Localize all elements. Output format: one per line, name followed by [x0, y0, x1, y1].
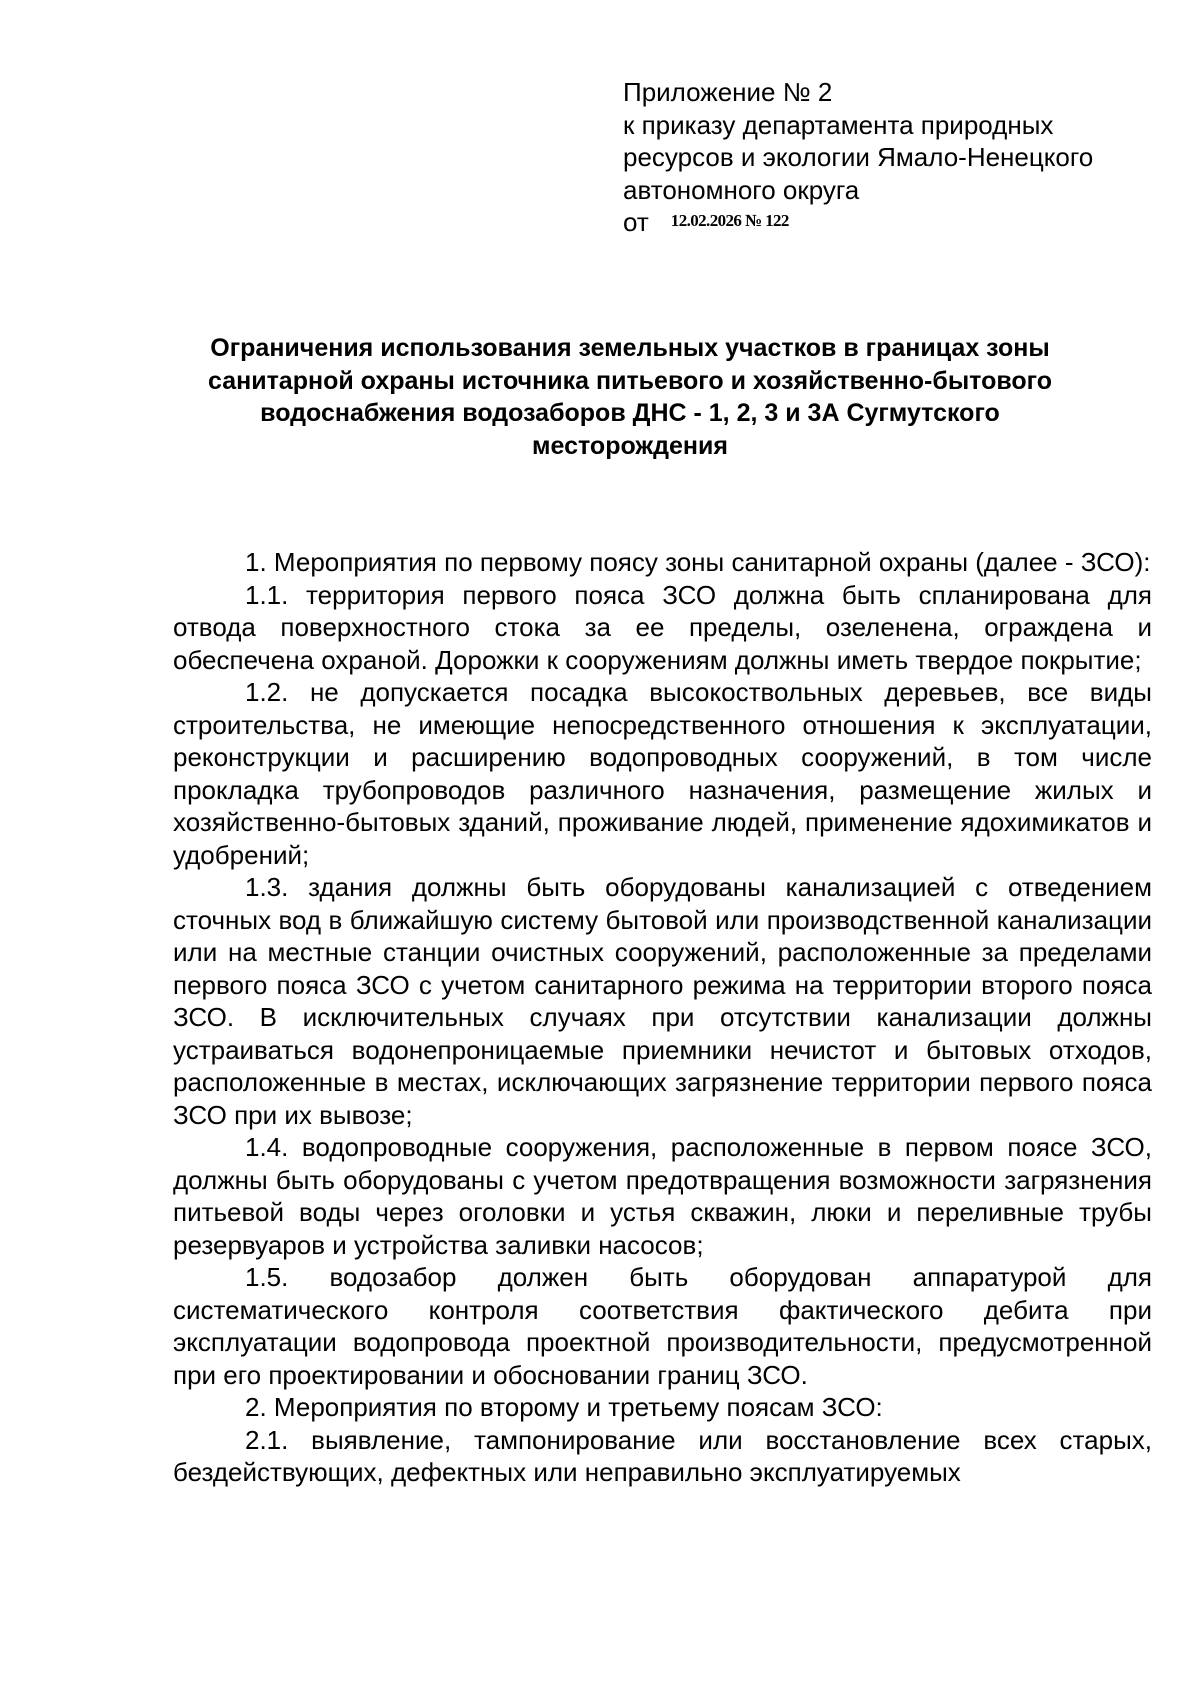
document-title [150, 332, 1110, 462]
paragraph-1-2: 1.2. не допускается посадка высокоствольных деревьев, все виды строительства, не имеющие непосредственного отношения к эксплуатации, реконструкции и расширению водопроводных сооружений, в том числе прокладка трубопроводов различного назначения, размещение жилых и хозяйственно-бытовых зданий, проживание людей, применение ядохимикатов и удобрений; [173, 677, 1152, 870]
order-date-number: 12.02.2026 № 122 [670, 211, 789, 230]
appendix-department: ресурсов и экологии Ямало-Ненецкого [623, 142, 1094, 172]
appendix-order-reference: к приказу департамента природных [623, 109, 1054, 140]
paragraph-1-5: 1.5. водозабор должен быть оборудован аппаратурой для систематического контроля соответствия фактического дебита при эксплуатации водопровода проектной производительности, предусмотренной при его проектировании и обосновании границ ЗСО. [173, 1262, 1152, 1390]
paragraph-2-1: 2.1. выявление, тампонирование или восстановление всех старых, бездействующих, дефектных или неправильно эксплуатируемых [173, 1424, 1152, 1487]
title-line-2: санитарной охраны источника питьевого и хозяйственно-бытового [207, 366, 1053, 395]
title-line-4: месторождения [532, 431, 728, 460]
paragraph-1-4: 1.4. водопроводные сооружения, расположенные в первом поясе ЗСО, должны быть оборудованы с учетом предотвращения возможности загрязнения питьевой воды через оголовки и устья скважин, люки и переливные трубы резервуаров и устройства заливки насосов; [173, 1132, 1152, 1260]
paragraph-1-1: 1.1. территория первого пояса ЗСО должна быть спланирована для отвода поверхностного стока за ее пределы, озеленена, ограждена и обеспечена охраной. Дорожки к сооружениям должны иметь твердое покрытие; [173, 579, 1152, 675]
paragraph-1: 1. Мероприятия по первому поясу зоны санитарной охраны (далее - ЗСО): [245, 547, 1151, 577]
paragraph-2: 2. Мероприятия по второму и третьему поясам ЗСО: [245, 1392, 883, 1422]
appendix-number: Приложение № 2 [623, 77, 833, 107]
date-prefix: от [623, 207, 649, 237]
title-line-1: Ограничения использования земельных участков в границах зоны [210, 334, 1050, 362]
document-body [173, 546, 1152, 1489]
paragraph-1-3: 1.3. здания должны быть оборудованы канализацией с отведением сточных вод в ближайшую систему бытовой или производственной канализации или на местные станции очистных сооружений, расположенные за пределами первого пояса ЗСО с учетом санитарного режима на территории второго пояса ЗСО. В исключительных случаях при отсутствии канализации должны устраиваться водонепроницаемые приемники нечистот и бытовых отходов, расположенные в местах, исключающих загрязнение территории первого пояса ЗСО при их вывозе; [173, 872, 1152, 1130]
appendix-header [623, 76, 1183, 243]
appendix-region: автономного округа [623, 174, 860, 205]
title-line-3: водоснабжения водозаборов ДНС - 1, 2, 3 и 3А Сугмутского [260, 399, 1000, 427]
appendix-date-line [623, 206, 1183, 243]
